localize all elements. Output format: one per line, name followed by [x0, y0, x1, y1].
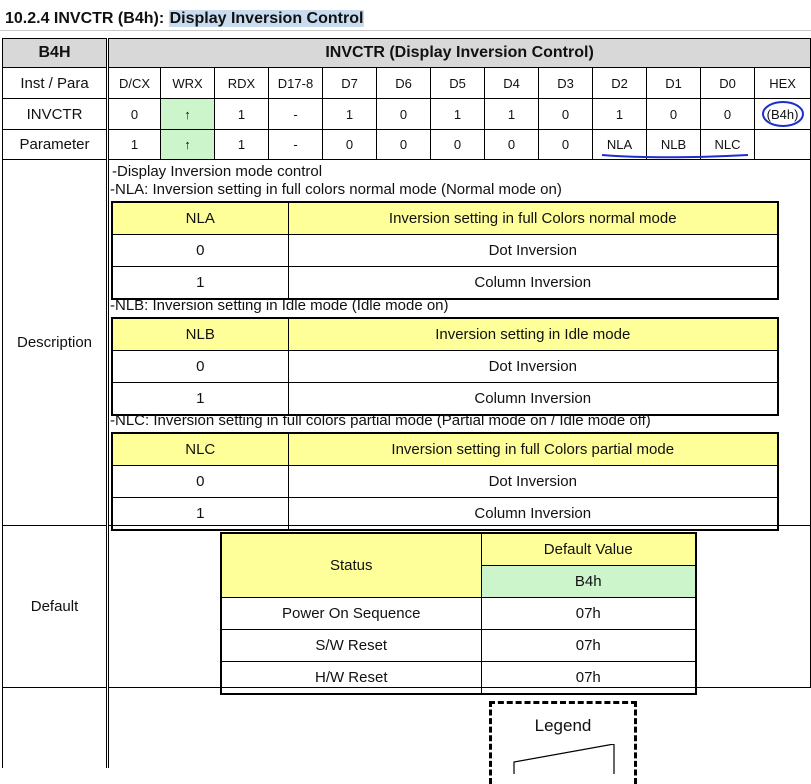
col-d1: D1: [647, 68, 701, 99]
cell-d1-nlb: NLB: [647, 130, 701, 160]
default-value-hex: B4h: [481, 566, 696, 598]
table-row: [112, 351, 778, 383]
section-highlighted-title: Display Inversion Control: [169, 10, 364, 27]
next-row-body: [108, 688, 811, 768]
col-d4: D4: [485, 68, 539, 99]
cell-d5: 1: [431, 99, 485, 130]
status-name: Power On Sequence: [221, 598, 481, 630]
col-d0: D0: [701, 68, 755, 99]
cell-d3: 0: [539, 99, 593, 130]
cell-dcx: 1: [108, 130, 161, 160]
nlb-col-setting: Inversion setting in Idle mode: [288, 318, 778, 351]
cell-d17-8: -: [269, 99, 323, 130]
nlc-setting: Column Inversion: [288, 498, 778, 531]
nlb-value: 1: [112, 383, 288, 416]
command-title: INVCTR (Display Inversion Control): [108, 39, 811, 68]
cell-d17-8: -: [269, 130, 323, 160]
cell-d5: 0: [431, 130, 485, 160]
restriction-row: [3, 688, 811, 768]
description-label: Description: [3, 160, 108, 526]
cell-d6: 0: [377, 99, 431, 130]
table-row: [112, 498, 778, 531]
handwritten-circle-icon: [760, 99, 808, 131]
status-value: 07h: [481, 662, 696, 695]
cell-dcx: 0: [108, 99, 161, 130]
cell-d2: 1: [593, 99, 647, 130]
row-label-parameter: Parameter: [3, 130, 108, 160]
next-row-label: [3, 688, 108, 768]
section-heading: [5, 10, 364, 28]
table-row: [112, 235, 778, 267]
section-number-title: 10.2.4 INVCTR (B4h):: [5, 10, 169, 27]
col-hex: HEX: [755, 68, 811, 99]
cell-d3: 0: [539, 130, 593, 160]
default-header-row: [221, 533, 696, 566]
cell-hex: (B4h): [755, 99, 811, 130]
default-label: Default: [3, 526, 108, 688]
col-d2: D2: [593, 68, 647, 99]
nlc-table-header: [112, 433, 778, 466]
nla-table-header: [112, 202, 778, 235]
col-wrx: WRX: [161, 68, 215, 99]
cell-d0-nlc: NLC: [701, 130, 755, 160]
cell-rdx: 1: [215, 99, 269, 130]
nlb-setting: Dot Inversion: [288, 351, 778, 383]
default-value-table: [220, 532, 697, 695]
nlb-value: 0: [112, 351, 288, 383]
col-rdx: RDX: [215, 68, 269, 99]
nlb-caption: -NLB: Inversion setting in Idle mode (Idle mode on): [110, 297, 449, 314]
cell-d6: 0: [377, 130, 431, 160]
command-code: B4H: [3, 39, 108, 68]
cell-d0: 0: [701, 99, 755, 130]
table-row: [221, 630, 696, 662]
col-inst-para: Inst / Para: [3, 68, 108, 99]
cell-wrx-up-arrow: ↑: [161, 99, 215, 130]
nla-value: 1: [112, 267, 288, 300]
cell-d7: 0: [323, 130, 377, 160]
nlb-setting: Column Inversion: [288, 383, 778, 416]
status-value: 07h: [481, 630, 696, 662]
cell-d1: 0: [647, 99, 701, 130]
status-header: Status: [221, 533, 481, 598]
cell-d2-nla: NLA: [593, 130, 647, 160]
table-row: [112, 267, 778, 300]
nla-setting: Column Inversion: [288, 267, 778, 300]
legend-label: Legend: [534, 716, 592, 735]
table-row: [112, 383, 778, 416]
nlc-col-setting: Inversion setting in full Colors partial mode: [288, 433, 778, 466]
nlc-col-name: NLC: [112, 433, 288, 466]
column-header-row: [3, 68, 811, 99]
table-row: [221, 662, 696, 695]
nla-table: [111, 201, 779, 300]
nlc-value: 1: [112, 498, 288, 531]
table-row: [3, 99, 811, 130]
handwritten-underline-icon: [600, 152, 750, 162]
nlb-col-name: NLB: [112, 318, 288, 351]
nla-setting: Dot Inversion: [288, 235, 778, 267]
nla-caption: -NLA: Inversion setting in full colors normal mode (Normal mode on): [110, 181, 562, 198]
cell-d4: 1: [485, 99, 539, 130]
nlc-caption: -NLC: Inversion setting in full colors partial mode (Partial mode on / Idle mode off): [110, 412, 651, 429]
cell-wrx-up-arrow: ↑: [161, 130, 215, 160]
cell-rdx: 1: [215, 130, 269, 160]
status-name: H/W Reset: [221, 662, 481, 695]
heading-divider: [0, 30, 811, 31]
row-label-invctr: INVCTR: [3, 99, 108, 130]
legend-box: [489, 701, 637, 784]
cell-d7: 1: [323, 99, 377, 130]
description-intro: -Display Inversion mode control: [112, 163, 323, 180]
nla-value: 0: [112, 235, 288, 267]
status-name: S/W Reset: [221, 630, 481, 662]
nlb-table: [111, 317, 779, 416]
col-d7: D7: [323, 68, 377, 99]
status-value: 07h: [481, 598, 696, 630]
legend-parallelogram-icon: [512, 744, 616, 774]
nlc-table: [111, 432, 779, 531]
col-dcx: D/CX: [108, 68, 161, 99]
nlc-setting: Dot Inversion: [288, 466, 778, 498]
nlc-value: 0: [112, 466, 288, 498]
nla-col-setting: Inversion setting in full Colors normal mode: [288, 202, 778, 235]
table-row: [221, 598, 696, 630]
cell-d4: 0: [485, 130, 539, 160]
col-d17-8: D17-8: [269, 68, 323, 99]
col-d6: D6: [377, 68, 431, 99]
table-row: [112, 466, 778, 498]
col-d5: D5: [431, 68, 485, 99]
command-header-row: [3, 39, 811, 68]
col-d3: D3: [539, 68, 593, 99]
nla-col-name: NLA: [112, 202, 288, 235]
default-value-header: Default Value: [481, 533, 696, 566]
nlb-table-header: [112, 318, 778, 351]
cell-hex-empty: [755, 130, 811, 160]
